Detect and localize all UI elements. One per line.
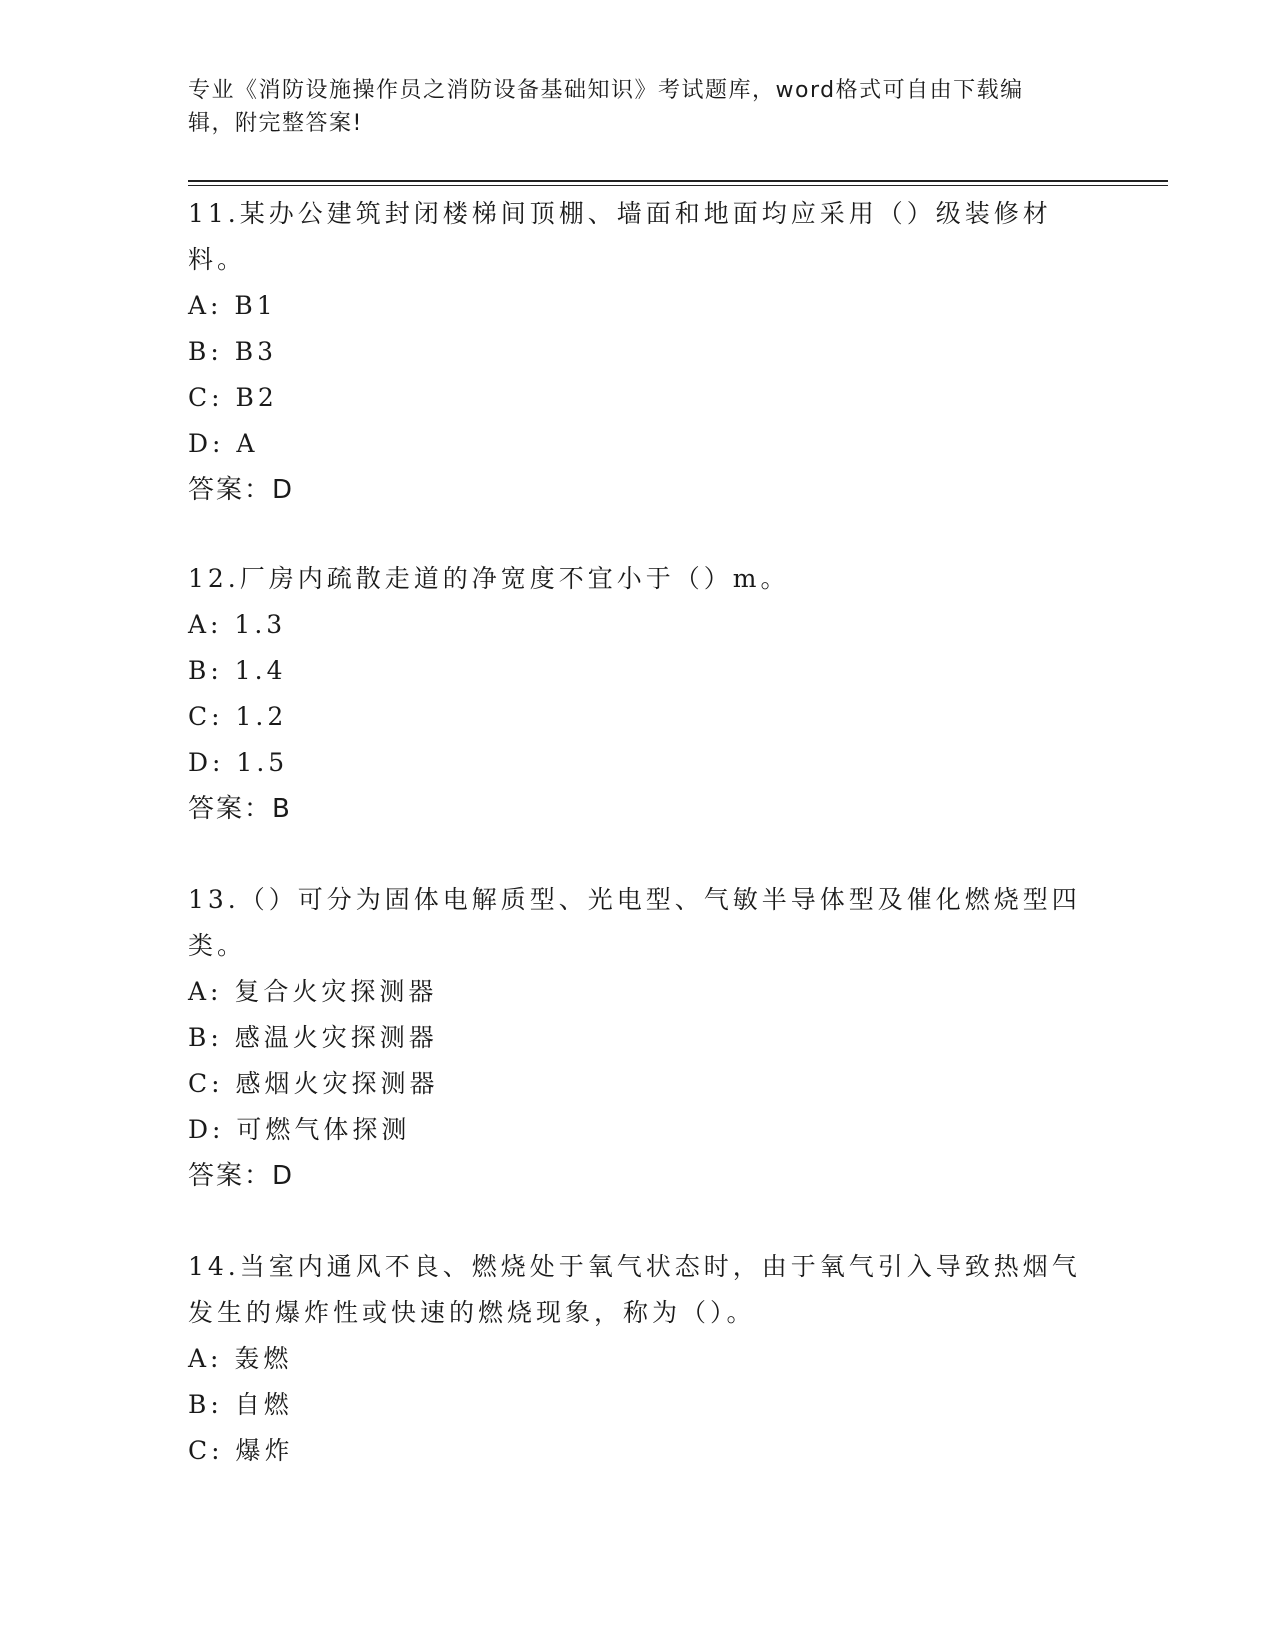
- question-stem: 11.某办公建筑封闭楼梯间顶棚、墙面和地面均应采用（）级装修材料。: [188, 199, 1052, 274]
- question-stem: 12.厂房内疏散走道的净宽度不宜小于（）m。: [188, 564, 790, 593]
- answer-text: 答案：D: [188, 475, 295, 505]
- answer-text: 答案：D: [188, 1161, 295, 1191]
- option-a: A: 复合火灾探测器: [188, 977, 438, 1006]
- option-b: B: 感温火灾探测器: [188, 1023, 438, 1052]
- option-c: C: 1.2: [188, 702, 288, 731]
- question-14: [188, 1244, 1088, 1474]
- option-a: A: B1: [188, 291, 277, 320]
- question-stem: 13.（）可分为固体电解质型、光电型、气敏半导体型及催化燃烧型四类。: [188, 885, 1081, 960]
- option-c: C: 感烟火灾探测器: [188, 1069, 439, 1098]
- document-header: 专业《消防设施操作员之消防设备基础知识》考试题库，word格式可自由下载编辑，附完整答案!: [188, 78, 1024, 136]
- option-b: B: B3: [188, 337, 278, 366]
- question-13: [188, 877, 1088, 1199]
- question-11: [188, 191, 1088, 513]
- option-d: D: 可燃气体探测: [188, 1115, 411, 1144]
- question-stem: 14.当室内通风不良、燃烧处于氧气状态时，由于氧气引入导致热烟气发生的爆炸性或快速的燃烧现象，称为（）。: [188, 1252, 1081, 1327]
- answer-text: 答案：B: [188, 794, 292, 824]
- option-a: A: 轰燃: [188, 1344, 293, 1373]
- option-d: D: 1.5: [188, 748, 289, 777]
- option-c: C: B2: [188, 383, 278, 412]
- question-12: [188, 556, 1088, 832]
- option-b: B: 自燃: [188, 1390, 293, 1419]
- option-a: A: 1.3: [188, 610, 287, 639]
- option-c: C: 爆炸: [188, 1436, 294, 1465]
- header-divider: [188, 180, 1168, 182]
- option-b: B: 1.4: [188, 656, 287, 685]
- option-d: D: A: [188, 429, 259, 458]
- header-divider-thin: [188, 185, 1168, 186]
